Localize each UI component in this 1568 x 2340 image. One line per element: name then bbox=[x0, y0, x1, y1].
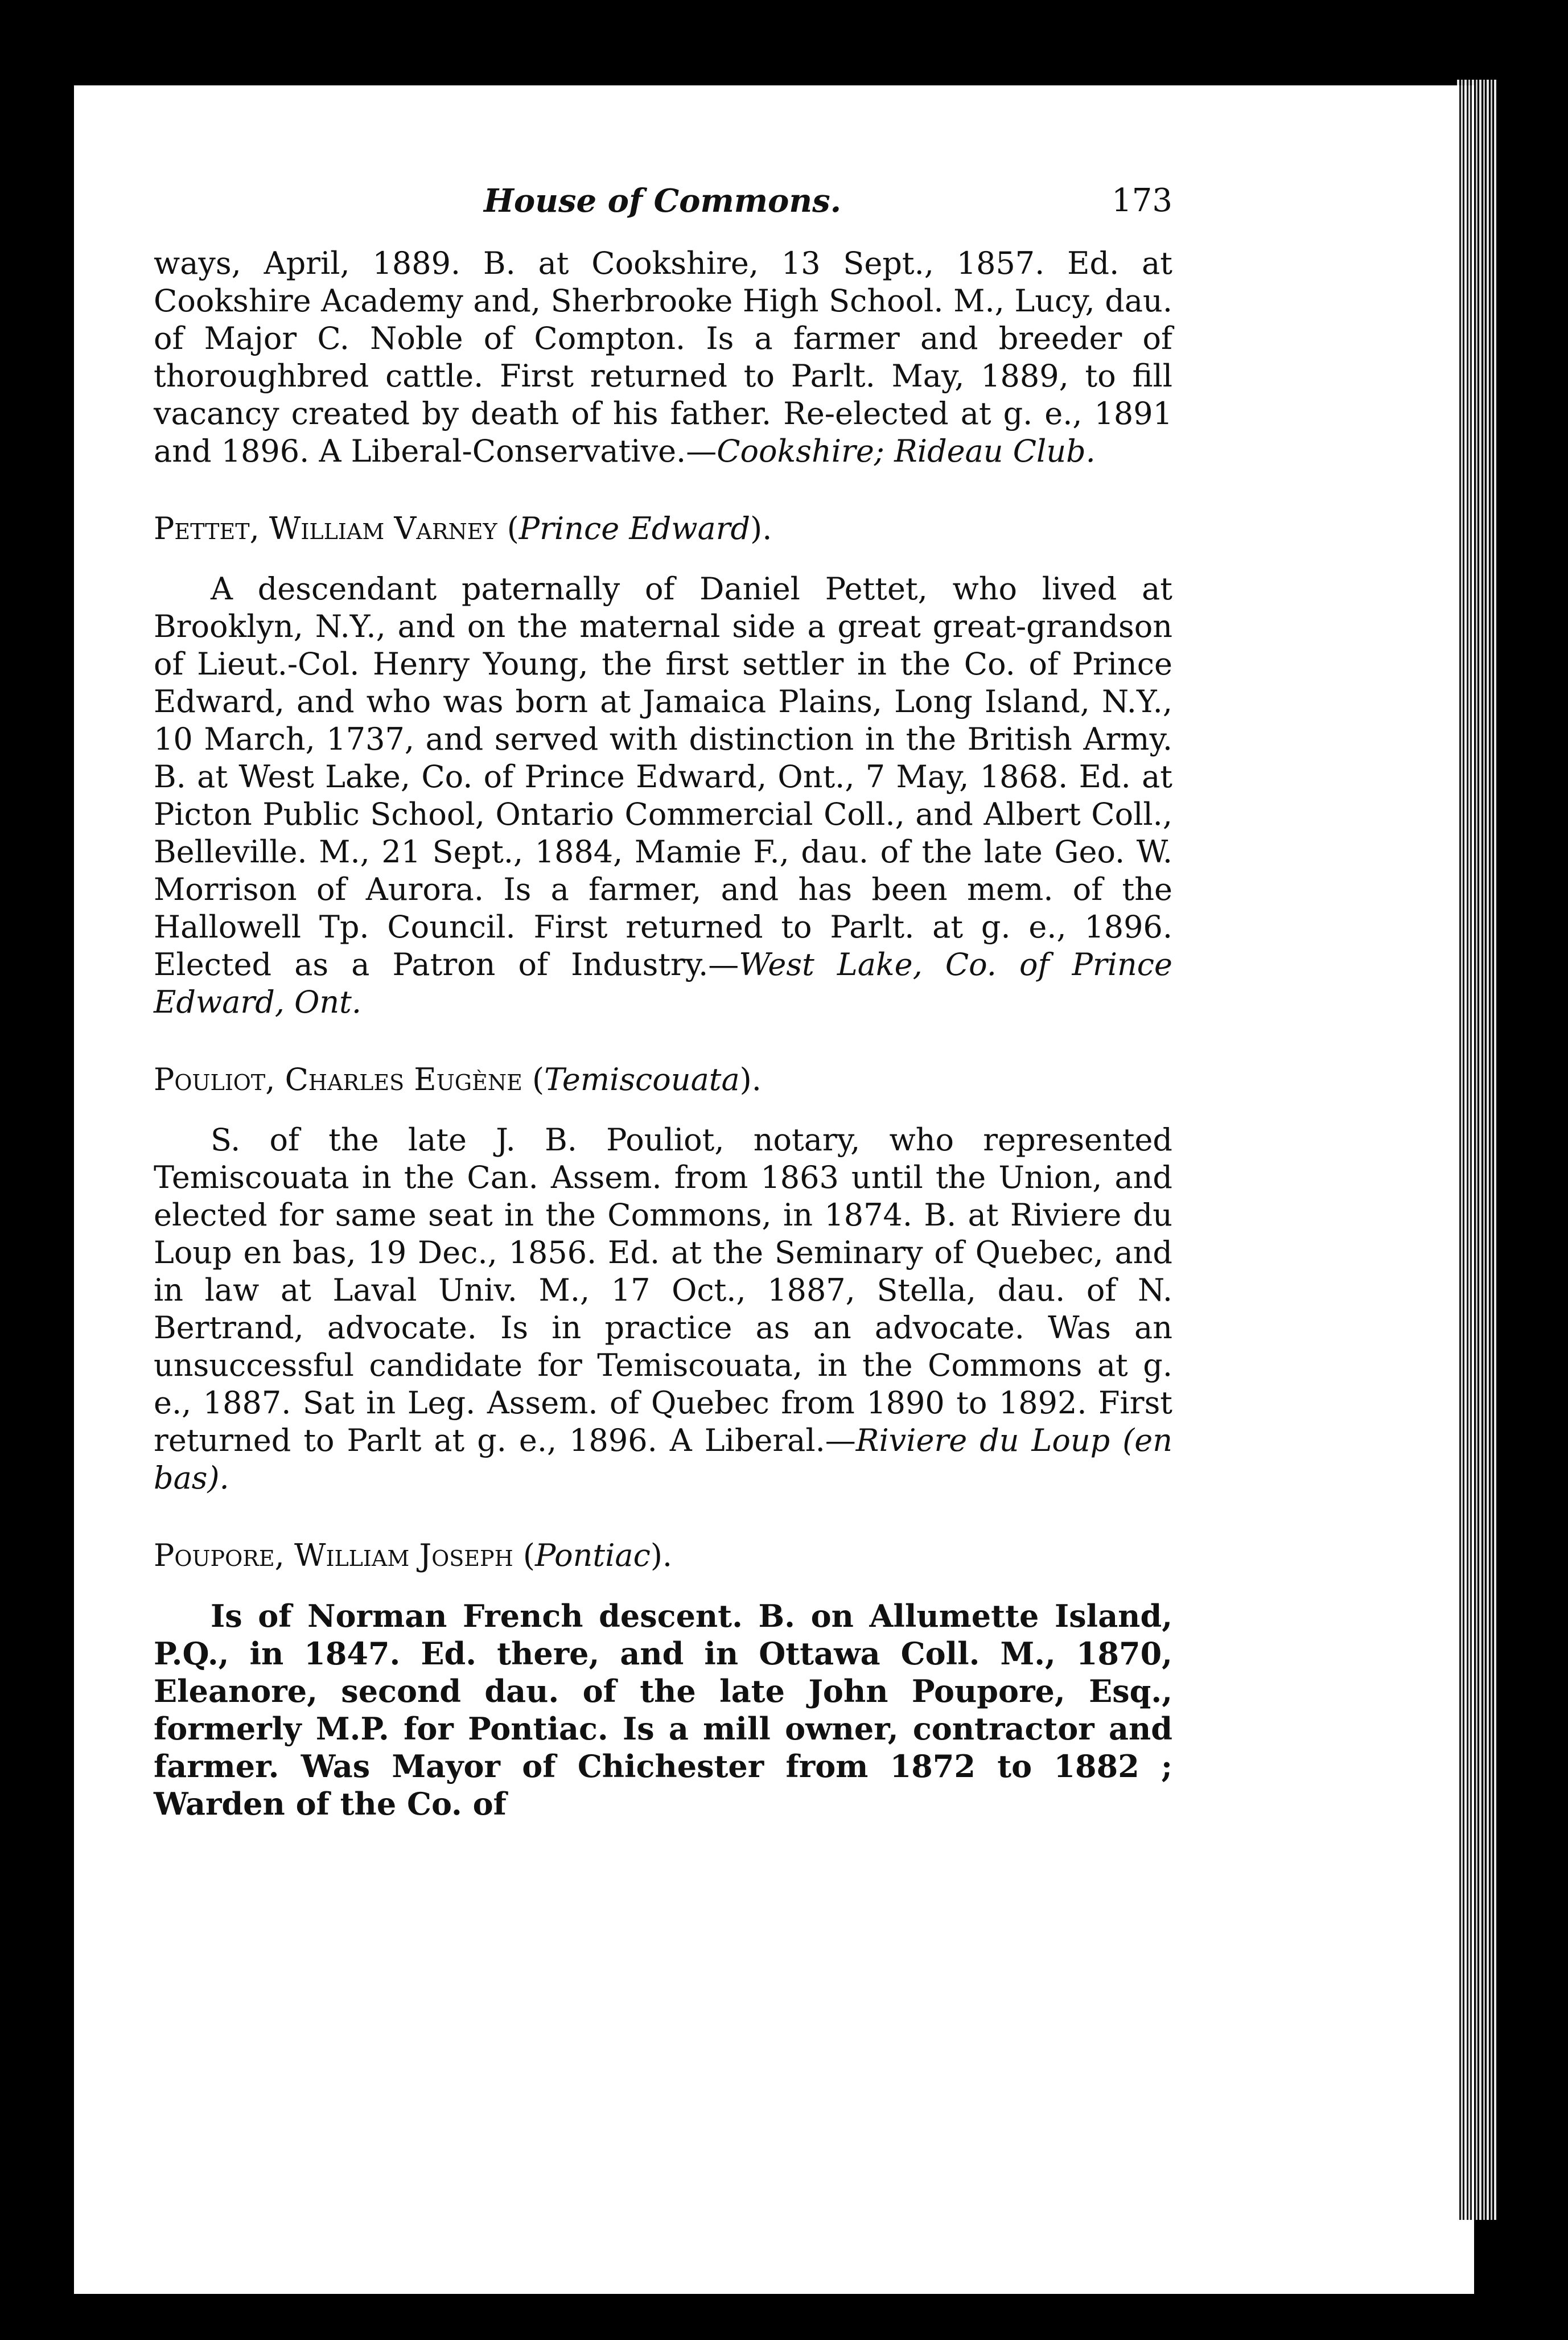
page-number: 173 bbox=[1112, 182, 1172, 219]
entry-given-names: William Joseph bbox=[294, 1537, 513, 1573]
entry-surname: Pouliot bbox=[154, 1062, 266, 1097]
entry-surname: Poupore bbox=[154, 1537, 275, 1573]
page-edge bbox=[1457, 80, 1497, 2220]
entry-body bbox=[154, 570, 1172, 1021]
continued-entry bbox=[154, 245, 1172, 470]
entry-constituency: Temiscouata bbox=[544, 1062, 740, 1097]
entry-given-names: William Varney bbox=[269, 511, 497, 546]
page-header bbox=[154, 182, 1172, 245]
entry-constituency: Prince Edward bbox=[518, 511, 751, 546]
running-title: House of Commons. bbox=[484, 182, 842, 220]
entry-heading: Pettet, William Varney (Prince Edward). bbox=[154, 511, 772, 546]
entry-text: ways, April, 1889. B. at Cookshire, 13 Sept., 1857. Ed. at Cookshire Academy and, Sherbrooke High School. M., Lucy, dau. of Major C. Noble of Compton. Is a farmer and breeder of thoroughbred cattle. First returned to Parlt. May, 1889, to fill vacancy created by death of his father. Re-elected at g. e., 1891 and 1896. A Liberal-Conservative.— bbox=[154, 245, 1172, 469]
entry-address: Riviere du Loup (en bas). bbox=[154, 1422, 1172, 1496]
entry-address: Cookshire; Rideau Club. bbox=[717, 433, 1096, 469]
entry-body bbox=[154, 1597, 1172, 1823]
entry-heading: Poupore, William Joseph (Pontiac). bbox=[154, 1537, 673, 1573]
entry-text: S. of the late J. B. Pouliot, notary, who represented Temiscouata in the Can. Assem. from 1863 until the Union, and elected for same seat in the Commons, in 1874. B. at Riviere du Loup en bas, 19 Dec., 1856. Ed. at the Seminary of Quebec, and in law at Laval Univ. M., 17 Oct., 1887, Stella, dau. of N. Bertrand, advocate. Is in practice as an advocate. Was an unsuccessful candidate for Temiscouata, in the Commons at g. e., 1887. Sat in Leg. Assem. of Quebec from 1890 to 1892. First returned to Parlt at g. e., 1896. A Liberal.— bbox=[154, 1122, 1172, 1458]
entry-address: West Lake, Co. of Prince Edward, Ont. bbox=[154, 947, 1172, 1020]
entry-given-names: Charles Eugène bbox=[285, 1062, 522, 1097]
entry-heading: Pouliot, Charles Eugène (Temiscouata). bbox=[154, 1062, 762, 1097]
page-content bbox=[154, 182, 1172, 1823]
entry-surname: Pettet bbox=[154, 511, 250, 546]
entry-text: Is of Norman French descent. B. on Allumette Island, P.Q., in 1847. Ed. there, and in Ottawa Coll. M., 1870, Eleanore, second dau. of the late John Poupore, Esq., formerly M.P. for Pontiac. Is a mill owner, contractor and farmer. Was Mayor of Chichester from 1872 to 1882 ; Warden of the Co. of bbox=[154, 1598, 1172, 1822]
entry-constituency: Pontiac bbox=[534, 1537, 651, 1573]
entry-text: A descendant paternally of Daniel Pettet, who lived at Brooklyn, N.Y., and on the maternal side a great great-grandson of Lieut.-Col. Henry Young, the first settler in the Co. of Prince Edward, and who was born at Jamaica Plains, Long Island, N.Y., 10 March, 1737, and served with distinction in the British Army. B. at West Lake, Co. of Prince Edward, Ont., 7 May, 1868. Ed. at Picton Public School, Ontario Commercial Coll., and Albert Coll., Belleville. M., 21 Sept., 1884, Mamie F., dau. of the late Geo. W. Morrison of Aurora. Is a farmer, and has been mem. of the Hallowell Tp. Council. First returned to Parlt. at g. e., 1896. Elected as a Patron of Industry.— bbox=[154, 571, 1172, 982]
entry-body bbox=[154, 1121, 1172, 1497]
